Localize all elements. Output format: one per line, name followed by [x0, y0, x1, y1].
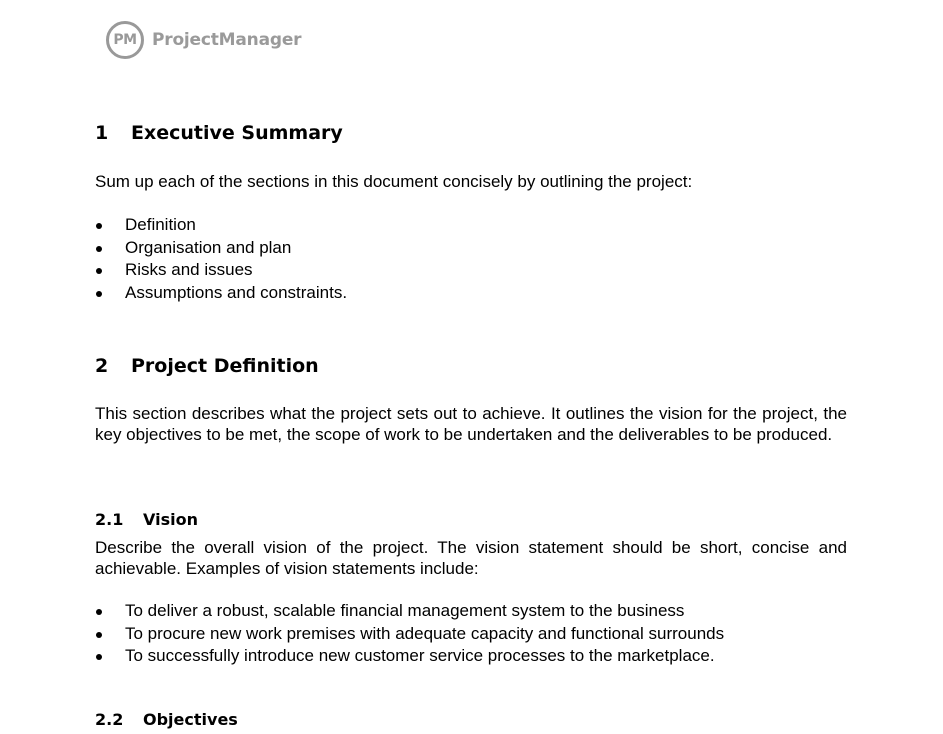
list-item: To deliver a robust, scalable financial management system to the business [95, 600, 724, 623]
list-item: Assumptions and constraints. [95, 282, 347, 305]
vision-intro: Describe the overall vision of the project. The vision statement should be short, concise and achievable. Examples of vision statements include: [95, 538, 847, 578]
heading-vision [95, 510, 198, 529]
heading-project-definition [95, 355, 319, 377]
heading-number: 2.2 [95, 710, 124, 729]
logo-mark: PM [106, 21, 144, 59]
list-item: Risks and issues [95, 259, 347, 282]
heading-title: Objectives [143, 710, 238, 729]
projectmanager-logo [106, 21, 301, 59]
heading-title: Project Definition [131, 355, 319, 377]
heading-title: Executive Summary [131, 122, 343, 144]
vision-examples-list [95, 600, 724, 668]
project-definition-intro: This section describes what the project sets out to achieve. It outlines the vision for the project, the key objectives to be met, the scope of work to be undertaken and the deliverables to be produced. [95, 404, 847, 444]
list-item: To procure new work premises with adequate capacity and functional surrounds [95, 623, 724, 646]
exec-summary-list [95, 214, 347, 304]
heading-objectives [95, 710, 238, 729]
exec-summary-intro: Sum up each of the sections in this document concisely by outlining the project: [95, 172, 693, 191]
heading-executive-summary [95, 122, 343, 144]
list-item: Organisation and plan [95, 237, 347, 260]
heading-number: 2 [95, 355, 109, 377]
list-item: Definition [95, 214, 347, 237]
heading-number: 2.1 [95, 510, 124, 529]
heading-title: Vision [143, 510, 198, 529]
list-item: To successfully introduce new customer service processes to the marketplace. [95, 645, 724, 668]
heading-number: 1 [95, 122, 109, 144]
logo-name: ProjectManager [152, 30, 302, 50]
